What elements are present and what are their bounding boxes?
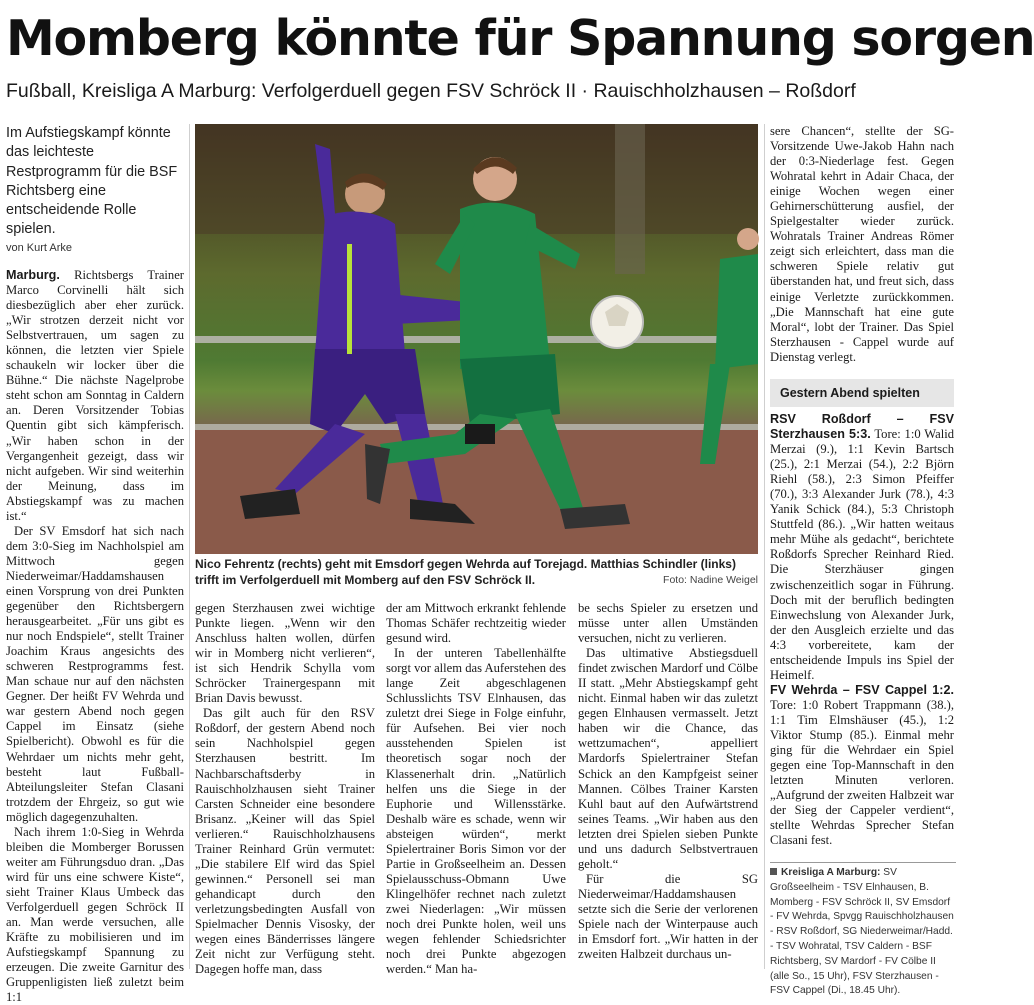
- lead-paragraph: Im Aufstiegskampf könnte das leichteste Restprogramm für die BSF Richtsberg eine entscheidende Rolle spielen.: [6, 125, 178, 238]
- article-column-5: [770, 124, 954, 376]
- fixture-infobox: [770, 862, 956, 999]
- results-column: [770, 412, 954, 857]
- paragraph: Das gilt auch für den RSV Roßdorf, der gestern Abend noch sein Nachholspiel gegen Sterzhausen bestritt. Im Nachbarschaftsderby in Rauischholzhausen sieht Trainer Carsten Schneider eine besondere Brisanz. „Keiner will das Spiel verlieren.“ Rauischholzhausens Trainer Reinhard Grün vermutet: „Die stabilere Elf wird das Spiel gewinnen.“ Personell sei man gehandicapt durch den verletzungsbedingten Ausfall von Spielmacher Dennis Visosky, der wegen eines Bänderrisses längere Zeit nicht zur Verfügung steht. Dagegen hoffe man, dass: [195, 706, 375, 977]
- column-divider: [189, 124, 190, 969]
- author-byline: von Kurt Arke: [6, 242, 73, 254]
- result-heading: RSV Roßdorf – FSV Sterzhausen 5:3.: [770, 412, 954, 442]
- photo-caption: [195, 557, 758, 589]
- soccer-ball: [591, 296, 643, 348]
- paragraph: Für die SG Niederweimar/Haddamshausen setzte sich die Serie der verlorenen Spiele nach der Winterpause auch in Emsdorf fort. „Wir hatten in der zweiten Halbzeit durchaus un-: [578, 871, 758, 962]
- result-text: Tore: 1:0 Robert Trappmann (38.), 1:1 Tim Elmshäuser (45.), 1:2 Viktor Stump (85.). Einmal mehr ging für die Wehrdaer ein Spiel gegen eine Top-Mannschaft in den letzten Minuten verloren. „Aufgrund der zweiten Halbzeit war der Sieg der Cappeler verdient“, stellte Wehrdas Sprecher Stefan Clasani fest.: [770, 697, 954, 848]
- article-column-4: [578, 601, 758, 971]
- match-photo: [195, 124, 758, 554]
- dateline: Marburg.: [6, 268, 60, 282]
- infobox-text: SV Großseelheim - TSV Elnhausen, B. Momberg - FSV Schröck II, SV Emsdorf - FV Wehrda, Spvgg Rauischholzhausen - RSV Roßdorf, SG Niederweimar/Hadd. - TSV Wohratal, TSV Caldern - BSF Richtsberg, SV Mardorf - FV Cölbe II (alle So., 15 Uhr), FSV Sterzhausen - FSV Cappel (Di., 18.45 Uhr).: [770, 867, 954, 997]
- paragraph: [6, 268, 184, 524]
- paragraph: sere Chancen“, stellte der SG-Vorsitzende Uwe-Jakob Hahn nach der 0:3-Niederlage fest. Gegen Wohratal kehrt in Adair Chaca, der einige Wochen wegen einer Gehirnerschütterung ausfiel, der Spielgestalter wieder zurück. Wohratals Trainer Andreas Römer zeigt sich erleichtert, dass man die schweren Spiele relativ gut überstanden hat, und freut sich, dass einige Verletzte zurückkommen. „Die Mannschaft hat eine gute Moral“, lobt der Trainer. Das Spiel Sterzhausen - Cappel wurde auf Dienstag verlegt.: [770, 124, 954, 364]
- result-heading: FV Wehrda – FSV Cappel 1:2.: [770, 682, 954, 697]
- paragraph: Das ultimative Abstiegsduell findet zwischen Mardorf und Cölbe II statt. „Mehr Abstiegskampf geht nicht. Einmal haben wir das zuletzt gegen Elnhausen vermasselt. Jetzt haben wir die Chance, das wettzumachen“, appelliert Mardorfs Spielertrainer Stefan Schick an den Kampfgeist seiner Mannen. Cölbes Trainer Karsten Kuhl baut auf den Aufwärtstrend seines Teams. „Wir haben aus den letzten drei Spielen sieben Punkte und uns dadurch Selbstvertrauen geholt.“: [578, 646, 758, 871]
- paragraph: Der SV Emsdorf hat sich nach dem 3:0-Sieg im Nachholspiel am Mittwoch gegen Niederweimar/Haddamshausen einen Vorsprung von drei Punkten gegenüber den Richtsbergern herausgearbeitet. „Für uns gibt es nur noch Endspiele“, stellt Trainer Joachim Kraus angesichts des schweren Restprogramms fest. Man schaue nur auf den nächsten Gegner. Der heißt FV Wehrda und war gestern Abend noch gegen Cappel im Einsatz (siehe Spielbericht). Obwohl es für die Wehrdaer um nichts mehr geht, besteht laut Fußball-Abteilungsleiter Stefan Clasani trotzdem der Ehrgeiz, so gut wie möglich dagegenzuhalten.: [6, 523, 184, 824]
- headline: Momberg könnte für Spannung sorgen: [6, 10, 1034, 67]
- paragraph: be sechs Spieler zu ersetzen und müsse unter allen Umständen versuchen, nicht zu verlieren.: [578, 601, 758, 646]
- article-column-2: [195, 601, 375, 977]
- square-bullet-icon: [770, 868, 777, 875]
- result-paragraph: [770, 683, 954, 849]
- paragraph: Nach ihrem 1:0-Sieg in Wehrda bleiben die Momberger Borussen weiter am Führungsduo dran. „Das wird für uns eine schwere Kiste“, sieht Trainer Klaus Umbeck das Verfolgerduell gegen Schröck II an. Man werde versuchen, alle Kräfte zu mobilisieren und im Aufstiegskampf Spannung zu erzeugen. Die zweite Garnitur des Gruppenligisten ließ zuletzt beim 1:1: [6, 824, 184, 1005]
- result-text: Tore: 1:0 Walid Merzai (9.), 1:1 Kevin Bartsch (25.), 2:1 Merzai (54.), 2:2 Björn Riehl (58.), 2:3 Simon Pfeiffer (70.), 3:3 Alexander Jurk (78.), 4:3 Yanik Schick (84.), 5:3 Christoph Stuttfeld (86.). „Wir hatten weitaus mehr Mühe als gedacht“, berichtete Roßdorfs Sprecher Reinhard Ried. Die Sterzhäuser gingen zwischenzeitlich sogar in Führung. Doch mit der beruflich bedingten Einwechslung von Alexander Jurk, der den Ausgleich erzielte und das 4:3 vorbereitete, kam der entscheidende Impuls ins Spiel der Heimelf.: [770, 427, 954, 682]
- paragraph: gegen Sterzhausen zwei wichtige Punkte liegen. „Wenn wir den Anschluss halten wollen, dürfen wir in Momberg nicht verlieren“, ist sich Hendrik Schylla vom Schröcker Trainergespann mit Brian Davis bewusst.: [195, 601, 375, 706]
- paragraph: der am Mittwoch erkrankt fehlende Thomas Schäfer rechtzeitig wieder gesund wird.: [386, 601, 566, 646]
- photo-credit: Foto: Nadine Weigel: [663, 574, 758, 586]
- result-paragraph: [770, 412, 954, 683]
- subheadline: Fußball, Kreisliga A Marburg: Verfolgerduell gegen FSV Schröck II · Rauischholzhausen – Roßdorf: [6, 80, 856, 102]
- column-divider: [764, 124, 765, 969]
- infobox-title: Kreisliga A Marburg:: [781, 867, 881, 878]
- article-column-3: [386, 601, 566, 977]
- results-box-title: Gestern Abend spielten: [770, 379, 954, 407]
- paragraph: In der unteren Tabellenhälfte sorgt vor allem das Auferstehen des lange Zeit abgeschlagenen Schlusslichts TSV Elnhausen, das zuletzt drei Siege in Folge einfuhr, für Aufsehen. Bei vier noch ausstehenden Spielen ist theoretisch sogar noch der Klassenerhalt drin. „Natürlich helfen uns die Siege in der Euphorie und Willensstärke. Deshalb wäre es schade, wenn wir absteigen würden“, merkt Spielertrainer Boris Simon vor der Partie in Großseelheim an. Dessen Spielausschuss-Obmann Uwe Klingelhöfer rechnet nach zuletzt zwei Niederlagen: „Wir müssen noch drei Punkte holen, weil uns wegen fehlender Schiedsrichter noch drei Punkte abgezogen werden.“ Man ha-: [386, 646, 566, 977]
- article-column-1: [6, 268, 184, 1005]
- paragraph-text: Richtsbergs Trainer Marco Corvinelli hält sich diesbezüglich aber eher zurück. „Wir strotzen derzeit nicht vor Selbstvertrauen, um sagen zu können, die letzten vier Spiele schaukeln wir locker über die Bühne.“ Die nächste Nagelprobe steht schon am Sonntag in Caldern an. Deren Vorsitzender Tobias Quentin gibt sich kämpferisch. „Wir haben schon in der Vergangenheit gezeigt, dass wir nicht aufgeben. Wir sind weiterhin der Meinung, dass im Abstiegskampf was zu machen ist.“: [6, 268, 184, 523]
- soccer-players-illustration: [195, 124, 758, 554]
- caption-text: Nico Fehrentz (rechts) geht mit Emsdorf gegen Wehrda auf Torejagd. Matthias Schindler (links) trifft im Verfolgerduell mit Momberg auf den FSV Schröck II.: [195, 557, 736, 587]
